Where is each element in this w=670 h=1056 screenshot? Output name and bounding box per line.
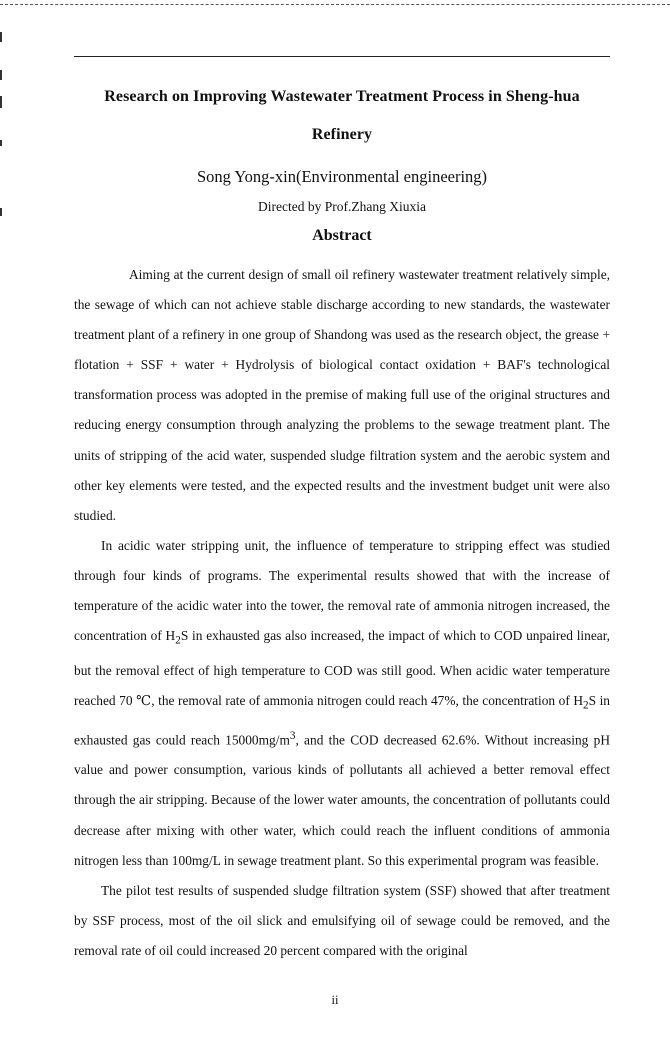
paragraph-2-text-a: In acidic water stripping unit, the influence of temperature to stripping effect was studied through four kinds of programs. The experimental results showed that with the increase of temperature of the acidic water into the tower, the removal rate of ammonia nitrogen increased, the concentration of H [74, 537, 610, 644]
margin-mark [0, 140, 2, 146]
margin-mark [0, 208, 2, 216]
h2s-subscript: 2 [583, 699, 589, 712]
supervisor-line: Directed by Prof.Zhang Xiuxia [258, 199, 426, 214]
paragraph-2-text-b: S in exhausted gas also increased, the impact of which to COD unpaired linear, but the removal effect of high temperature to COD was still good. When acidic water temperature reached 70 ℃, the removal rate of ammonia nitrogen could reach 47%, the concentration of H [74, 628, 610, 708]
abstract-body [74, 260, 610, 966]
abstract-paragraph-1: Aiming at the current design of small oil refinery wastewater treatment relatively simple, the sewage of which can not achieve stable discharge according to new standards, the wastewater treatment plant of a refinery in one group of Shandong was used as the research object, the grease + flotation + SSF + water + Hydrolysis of biological contact oxidation + BAF's technological transformation process was adopted in the premise of making full use of the original structures and reducing energy consumption through analyzing the problems to the sewage treatment plant. The units of stripping of the acid water, suspended sludge filtration system and the aerobic system and other key elements were tested, and the expected results and the investment budget unit were also studied. [74, 267, 610, 523]
margin-mark [0, 70, 2, 80]
h2s-subscript: 2 [175, 634, 181, 647]
page-number: ii [331, 993, 339, 1007]
abstract-paragraph-2 [74, 531, 610, 876]
cubic-superscript: 3 [289, 729, 296, 742]
abstract-heading: Abstract [312, 227, 372, 244]
margin-mark [0, 32, 2, 42]
paragraph-2-text-c: S in exhausted gas could reach 15000mg/m [74, 692, 610, 748]
paragraph-2-text-d: , and the COD decreased 62.6%. Without increasing pH value and power consumption, various kinds of pollutants all achieved a better removal effect through the air stripping. Because of the lower water amounts, the concentration of pollutants could decrease after mixing with other water, which could reach the influent conditions of ammonia nitrogen less than 100mg/L in sewage treatment plant. So this experimental program was feasible. [74, 732, 611, 868]
header-rule [74, 56, 610, 57]
thesis-title-line-2: Refinery [311, 126, 373, 143]
abstract-paragraph-3: The pilot test results of suspended sludge filtration system (SSF) showed that after treatment by SSF process, most of the oil slick and emulsifying oil of sewage could be removed, and the removal rate of oil could increased 20 percent compared with the original [74, 882, 610, 958]
author-line: Song Yong-xin(Environmental engineering) [196, 167, 488, 186]
thesis-title-line-1: Research on Improving Wastewater Treatment Process in Sheng-hua [104, 88, 580, 105]
margin-mark [0, 96, 2, 108]
top-border-dashed [0, 4, 670, 5]
